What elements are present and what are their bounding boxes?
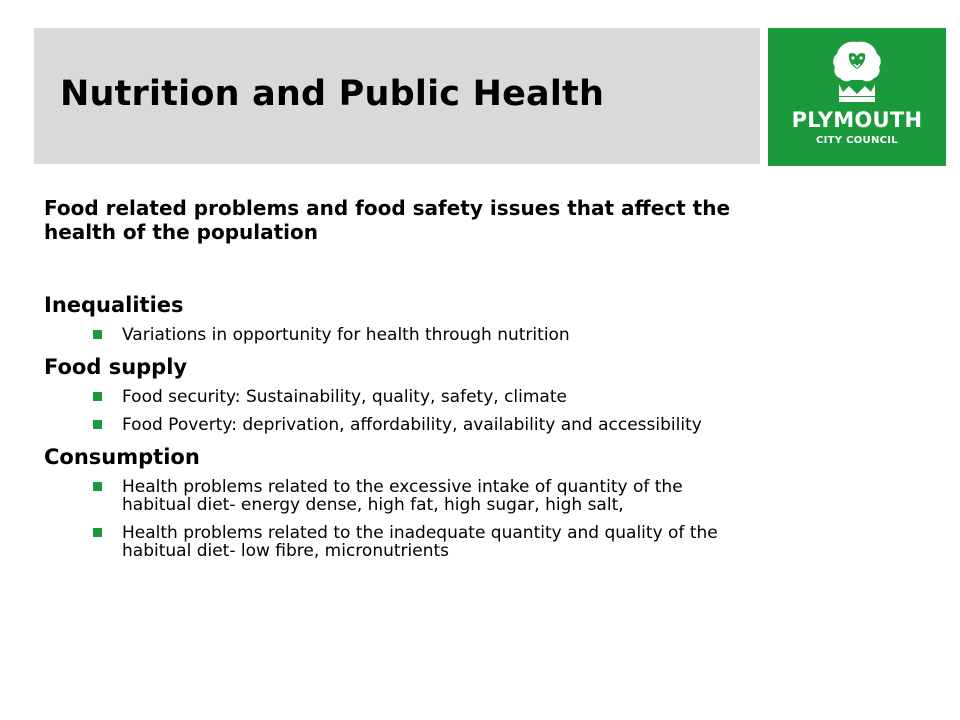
section-consumption [44,444,744,560]
section-heading: Inequalities [44,293,184,317]
section-heading: Consumption [44,445,200,469]
bullet-list [44,326,744,344]
bullet-list [44,388,744,434]
bullet-item: Variations in opportunity for health through nutrition [44,326,744,344]
bullet-item: Health problems related to the inadequate quantity and quality of the habitual diet- low fibre, micronutrients [44,524,744,560]
logo-subtitle: CITY COUNCIL [816,135,898,146]
bullet-item: Food Poverty: deprivation, affordability, availability and accessibility [44,416,744,434]
plymouth-logo [768,28,946,166]
slide-body [44,196,744,570]
intro-text: Food related problems and food safety issues that affect the health of the population [44,196,731,244]
logo-name: PLYMOUTH [791,108,923,132]
page-title: Nutrition and Public Health [60,74,605,114]
bullet-item: Health problems related to the excessive intake of quantity of the habitual diet- energy dense, high fat, high sugar, high salt, [44,478,744,514]
section-inequalities [44,292,744,344]
bullet-list [44,478,744,560]
title-banner [34,28,760,164]
section-food-supply [44,354,744,434]
bullet-item: Food security: Sustainability, quality, safety, climate [44,388,744,406]
section-heading: Food supply [44,355,188,379]
lion-crest-icon [827,38,887,104]
